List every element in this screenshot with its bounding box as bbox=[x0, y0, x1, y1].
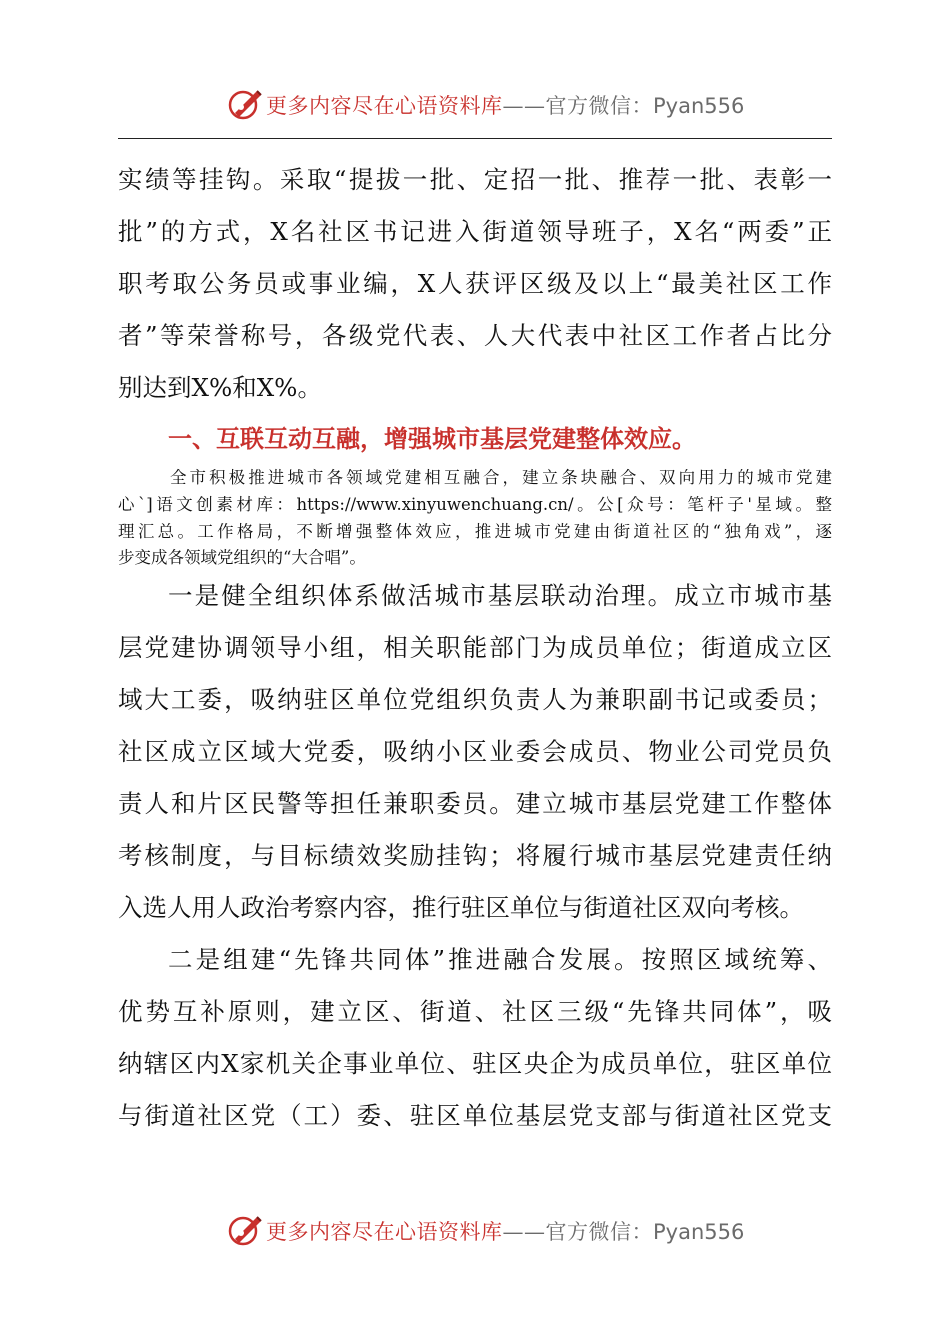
small-text-line: 心`]语文创素材库：https://www.xinyuwenchuang.cn/。公[众号：笔杆子'星域。整 bbox=[118, 495, 832, 514]
banner-wechat-id: Pyan556 bbox=[653, 1220, 745, 1244]
text-line: 职考取公务员或事业编，X人获评区级及以上“最美社区工作 bbox=[118, 269, 832, 298]
text-line: 者”等荣誉称号，各级党代表、人大代表中社区工作者占比分 bbox=[118, 321, 832, 350]
small-text-line: 理汇总。工作格局，不断增强整体效应，推进城市党建由街道社区的“独角戏”，逐 bbox=[118, 522, 832, 541]
banner-label: 官方微信： bbox=[545, 94, 653, 118]
section-heading: 一、互联互动互融，增强城市基层党建整体效应。 bbox=[168, 425, 696, 453]
banner-dash: —— bbox=[502, 1220, 546, 1244]
small-text-line: 全市积极推进城市各领域党建相互融合，建立条块融合、双向用力的城市党建 bbox=[170, 468, 832, 487]
text-line: 批”的方式，X名社区书记进入街道领导班子，X名“两委”正 bbox=[118, 217, 832, 246]
text-line: 别达到X%和X%。 bbox=[118, 373, 322, 402]
text-line: 二是组建“先锋共同体”推进融合发展。按照区域统筹、 bbox=[168, 945, 832, 974]
pen-logo-icon bbox=[227, 86, 265, 122]
banner-wechat-id: Pyan556 bbox=[653, 94, 745, 118]
banner-dash: —— bbox=[502, 94, 546, 118]
header-banner bbox=[0, 82, 950, 126]
small-text-line: 步变成各领域党组织的“大合唱”。 bbox=[118, 548, 366, 567]
banner-label: 官方微信： bbox=[545, 1220, 653, 1244]
text-line: 社区成立区域大党委，吸纳小区业委会成员、物业公司党员负 bbox=[118, 737, 832, 766]
text-line: 入选人用人政治考察内容，推行驻区单位与街道社区双向考核。 bbox=[118, 893, 804, 922]
text-line: 优势互补原则，建立区、街道、社区三级“先锋共同体”，吸 bbox=[118, 997, 832, 1026]
header-divider bbox=[118, 138, 832, 139]
text-line: 实绩等挂钩。采取“提拔一批、定招一批、推荐一批、表彰一 bbox=[118, 165, 832, 194]
text-line: 域大工委，吸纳驻区单位党组织负责人为兼职副书记或委员； bbox=[118, 685, 832, 714]
text-line: 与街道社区党（工）委、驻区单位基层党支部与街道社区党支 bbox=[118, 1101, 832, 1130]
footer-banner bbox=[0, 1208, 950, 1252]
text-line: 层党建协调领导小组，相关职能部门为成员单位；街道成立区 bbox=[118, 633, 832, 662]
banner-site-name: 更多内容尽在心语资料库 bbox=[266, 94, 503, 118]
banner-site-name: 更多内容尽在心语资料库 bbox=[266, 1220, 503, 1244]
pen-logo-icon bbox=[227, 1212, 265, 1248]
text-line: 一是健全组织体系做活城市基层联动治理。成立市城市基 bbox=[168, 581, 832, 610]
banner-text bbox=[266, 1216, 744, 1246]
text-line: 考核制度，与目标绩效奖励挂钩；将履行城市基层党建责任纳 bbox=[118, 841, 832, 870]
text-line: 责人和片区民警等担任兼职委员。建立城市基层党建工作整体 bbox=[118, 789, 832, 818]
banner-text bbox=[266, 90, 744, 120]
text-line: 纳辖区内X家机关企事业单位、驻区央企为成员单位，驻区单位 bbox=[118, 1049, 832, 1078]
